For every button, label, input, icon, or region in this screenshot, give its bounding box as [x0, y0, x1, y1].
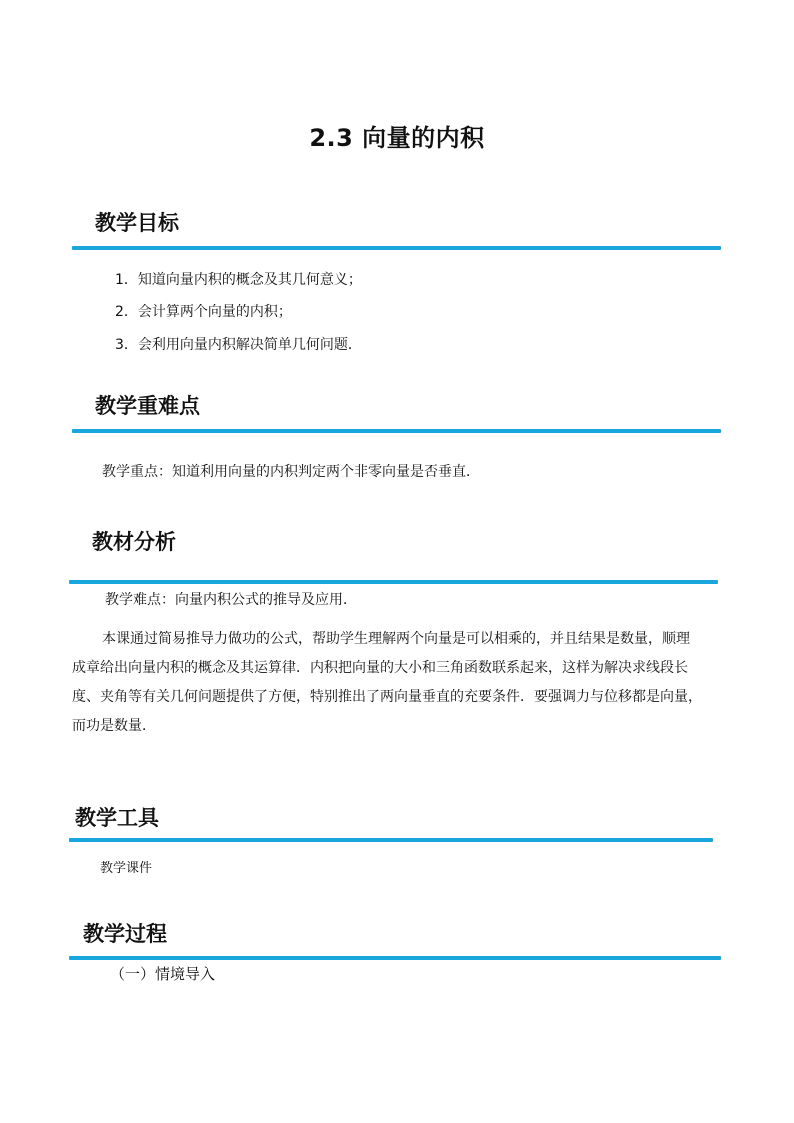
section-divider	[72, 429, 721, 433]
goal-item-2: 2．会计算两个向量的内积；	[115, 304, 292, 320]
tools-text: 教学课件	[100, 861, 153, 876]
paragraph-line: 本课通过简易推导力做功的公式，帮助学生理解两个向量是可以相乘的，并且结果是数量，顺理	[102, 631, 690, 647]
section-heading-process: 教学过程	[83, 922, 167, 946]
section-divider	[69, 838, 713, 842]
paragraph-line: 度、夹角等有关几何问题提供了方便，特别推出了两向量垂直的充要条件．要强调力与位移都是向量，	[72, 689, 702, 705]
section-divider	[72, 246, 721, 250]
goal-item-3: 3．会利用向量内积解决简单几何问题．	[115, 337, 362, 353]
section-heading-tools: 教学工具	[75, 806, 159, 830]
section-heading-goals: 教学目标	[95, 211, 179, 235]
analysis-paragraph	[72, 625, 737, 741]
goal-item-1: 1．知道向量内积的概念及其几何意义；	[115, 272, 362, 288]
page-title: 2.3 向量的内积	[309, 124, 485, 152]
section-divider	[69, 580, 718, 584]
section-heading-key-points: 教学重难点	[95, 394, 200, 418]
paragraph-line: 而功是数量．	[72, 718, 156, 734]
key-point-text: 教学重点：知道利用向量的内积判定两个非零向量是否垂直．	[102, 464, 480, 480]
process-step-1: （一）情境导入	[110, 965, 216, 983]
section-divider	[69, 956, 721, 960]
difficulty-text: 教学难点：向量内积公式的推导及应用．	[105, 592, 357, 608]
paragraph-line: 成章给出向量内积的概念及其运算律．内积把向量的大小和三角函数联系起来，这样为解决求线段长	[72, 660, 688, 676]
section-heading-analysis: 教材分析	[92, 530, 176, 554]
